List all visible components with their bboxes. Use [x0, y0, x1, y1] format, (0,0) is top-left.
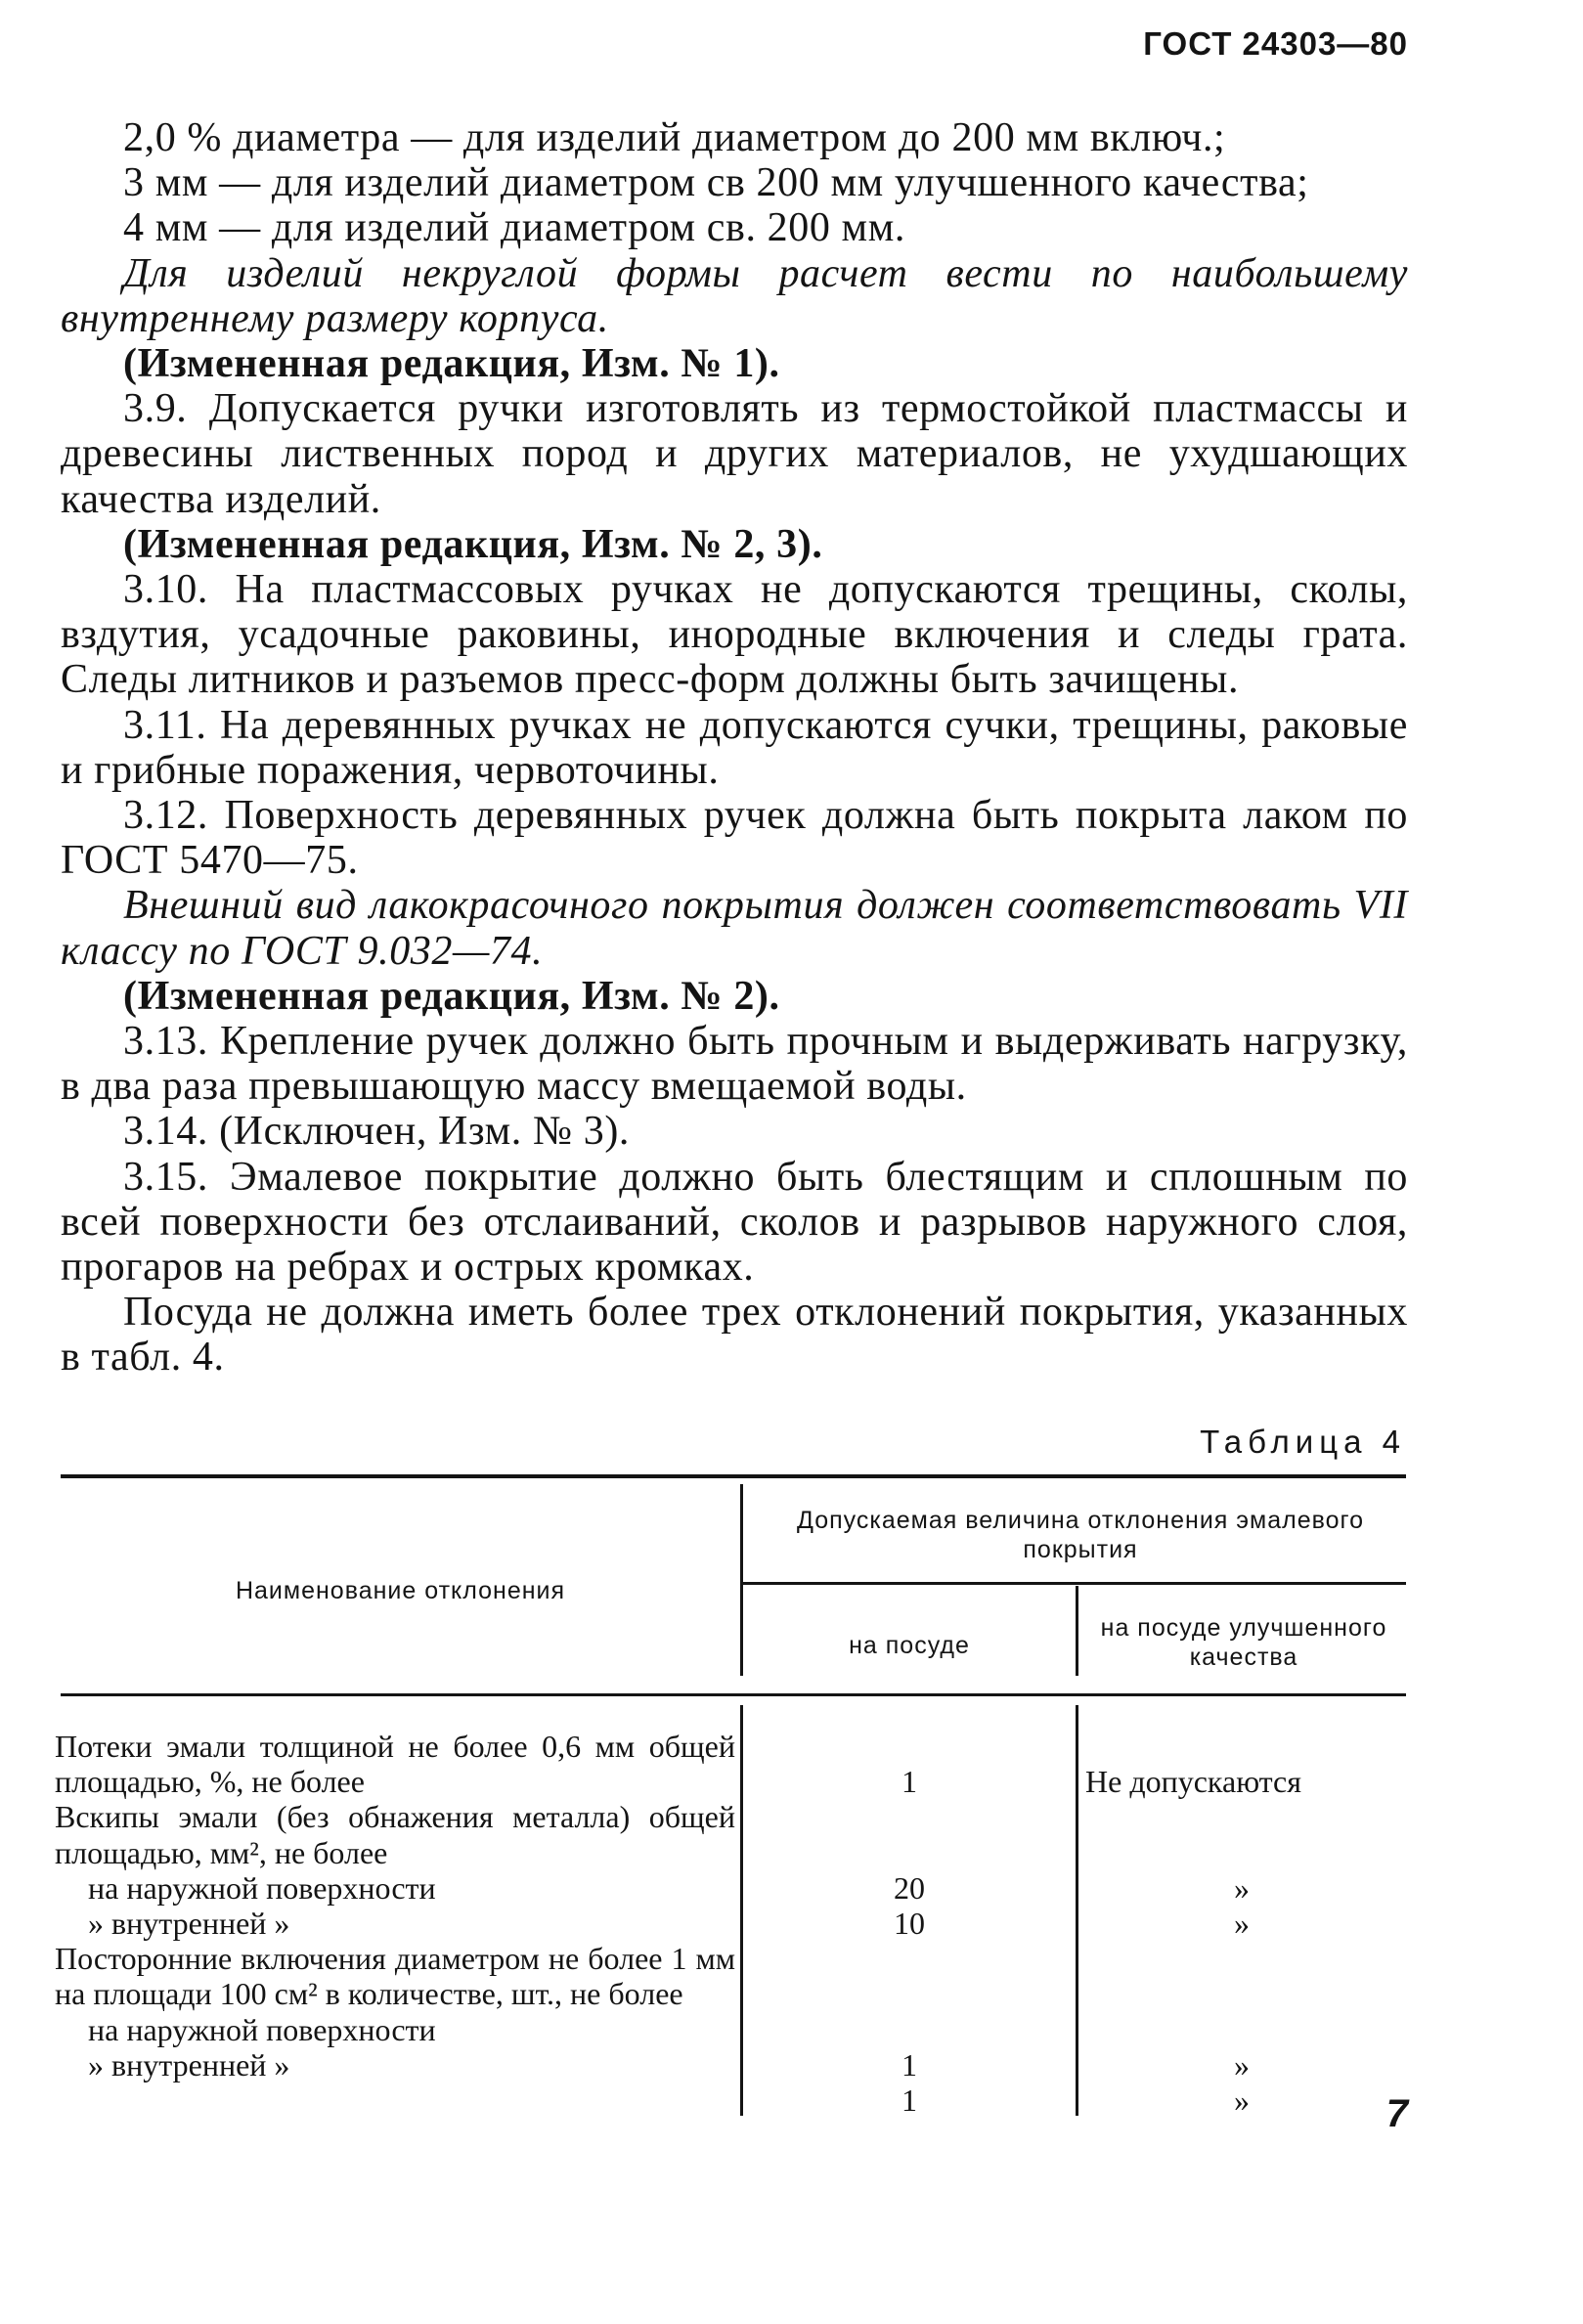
table-caption: Таблица 4	[1200, 1424, 1406, 1460]
table-row-name: Вскипы эмали (без обнажения металла) общей площадью, мм², не более	[55, 1799, 735, 1870]
table-cell-value: »	[1234, 2047, 1250, 2083]
table-header-group: Допускаемая величина отклонения эмалевого покрытия	[797, 1507, 1364, 1563]
paragraph: 3.13. Крепление ручек должно быть прочным и выдерживать нагрузку, в два раза превышающую массу вмещаемой воды.	[61, 1019, 1408, 1110]
paragraph: 3.14. (Исключен, Изм. № 3).	[123, 1109, 631, 1155]
table-body-names	[55, 1729, 735, 2083]
paragraph: 3.10. На пластмассовых ручках не допускаются трещины, сколы, вздутия, усадочные раковины, инородные включения и следы грата. Следы литников и разъемов пресс-форм должны быть зачищены.	[61, 567, 1408, 703]
table-cell-value: »	[1234, 2083, 1250, 2118]
table-column-divider	[1076, 1586, 1078, 1676]
table-cell-value: 20	[894, 1870, 925, 1906]
table-top-rule	[61, 1474, 1406, 1478]
table-cell-value: 1	[901, 2047, 917, 2083]
paragraph: 2,0 % диаметра — для изделий диаметром до 200 мм включ.;	[123, 115, 1226, 160]
table-cell-value: Не допускаются	[1085, 1764, 1301, 1799]
amendment-note: (Измененная редакция, Изм. № 2, 3).	[123, 521, 823, 567]
table-row-name: Потеки эмали толщиной не более 0,6 мм общей площадью, %, не более	[55, 1729, 735, 1800]
table-row-name: » внутренней »	[88, 2046, 290, 2083]
table-cell-value: »	[1234, 1870, 1250, 1906]
table-row-name: на наружной поверхности	[88, 1869, 436, 1906]
paragraph: Внешний вид лакокрасочного покрытия должен соответствовать VII классу по ГОСТ 9.032—74.	[61, 883, 1408, 974]
amendment-note: (Измененная редакция, Изм. № 2).	[123, 973, 780, 1019]
table-cell-value: 1	[901, 1764, 917, 1799]
document-header: ГОСТ 24303—80	[1143, 25, 1408, 62]
table-subheader-rule	[743, 1582, 1406, 1585]
table-header-col1: на посуде	[849, 1632, 970, 1659]
page-number: 7	[1385, 2092, 1408, 2135]
table-header-bottom-rule	[61, 1693, 1406, 1696]
table-header-name: Наименование отклонения	[235, 1577, 566, 1604]
table-header-col2: на посуде улучшенного качества	[1100, 1614, 1387, 1671]
amendment-note: (Измененная редакция, Изм. № 1).	[123, 341, 780, 387]
paragraph: Для изделий некруглой формы расчет вести по наибольшему внутреннему размеру корпуса.	[61, 250, 1408, 341]
paragraph: 3.15. Эмалевое покрытие должно быть блестящим и сплошным по всей поверхности без отслаиваний, сколов и разрывов наружного слоя, прогаров на ребрах и острых кромках.	[61, 1154, 1408, 1291]
body-text	[61, 115, 1408, 1381]
table-cell-value: 1	[901, 2083, 917, 2118]
paragraph: 3.11. На деревянных ручках не допускаются сучки, трещины, раковые и грибные поражения, червоточины.	[61, 702, 1408, 793]
table-cell-value: 10	[894, 1906, 925, 1941]
table-row-name: на наружной поверхности	[88, 2011, 436, 2047]
paragraph: 4 мм — для изделий диаметром св. 200 мм.	[123, 205, 906, 251]
paragraph: 3.12. Поверхность деревянных ручек должна быть покрыта лаком по ГОСТ 5470—75.	[61, 793, 1408, 884]
paragraph: Посуда не должна иметь более трех отклонений покрытия, указанных в табл. 4.	[61, 1290, 1408, 1381]
table-row-name: Посторонние включения диаметром не более 1 мм на площади 100 см² в количестве, шт., не более	[55, 1941, 735, 2012]
table-row-name: » внутренней »	[88, 1906, 290, 1942]
paragraph: 3.9. Допускается ручки изготовлять из термостойкой пластмассы и древесины лиственных пород и других материалов, не ухудшающих качества изделий.	[61, 386, 1408, 522]
paragraph: 3 мм — для изделий диаметром св 200 мм улучшенного качества;	[123, 160, 1309, 206]
table-cell-value: »	[1234, 1906, 1250, 1941]
